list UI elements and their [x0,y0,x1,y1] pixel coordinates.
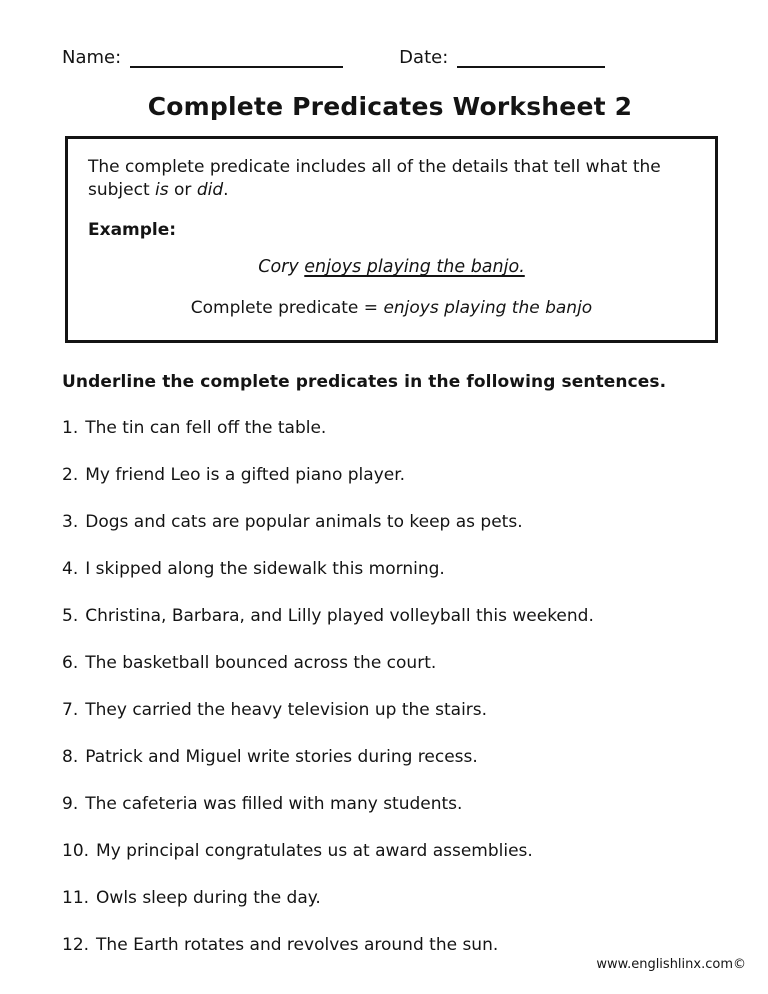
example-predicate-underlined: enjoys playing the banjo. [304,257,525,278]
example-answer-label: Complete predicate = [190,297,384,318]
sentence-item-7 [62,701,718,719]
sentence-number: 10. [62,840,90,861]
sentence-item-3 [62,513,718,531]
sentence-item-6 [62,654,718,672]
definition-box [65,136,718,343]
sentence-number: 5. [62,605,79,626]
sentence-item-8 [62,748,718,766]
sentence-text: The cafeteria was filled with many students. [85,793,463,814]
website-credit: www.englishlinx.com© [596,957,746,972]
header-row [62,46,718,68]
sentence-item-11 [62,889,718,907]
sentence-item-10 [62,842,718,860]
sentence-text: The tin can fell off the table. [85,417,327,438]
sentence-text: Patrick and Miguel write stories during recess. [85,746,478,767]
definition-italic-word: did [196,180,224,201]
definition-text [88,156,695,203]
date-label: Date: [399,47,449,68]
sentence-text: Christina, Barbara, and Lilly played volleyball this weekend. [85,605,594,626]
sentence-text: I skipped along the sidewalk this morning. [85,558,445,579]
example-answer-value: enjoys playing the banjo [383,297,593,318]
sentence-number: 9. [62,793,79,814]
sentence-number: 3. [62,511,79,532]
sentence-number: 12. [62,934,90,955]
worksheet-title: Complete Predicates Worksheet 2 [147,92,633,121]
sentence-text: They carried the heavy television up the stairs. [85,699,488,720]
definition-italic-word: is [155,180,169,201]
example-label: Example: [88,219,177,240]
sentence-number: 4. [62,558,79,579]
sentence-number: 7. [62,699,79,720]
sentence-number: 8. [62,746,79,767]
name-label: Name: [62,47,122,68]
instruction-text: Underline the complete predicates in the following sentences. [62,371,667,392]
sentence-item-9 [62,795,718,813]
definition-part: . [223,180,229,201]
sentence-number: 11. [62,887,90,908]
sentence-text: The basketball bounced across the court. [85,652,437,673]
sentence-item-2 [62,466,718,484]
sentence-number: 2. [62,464,79,485]
sentence-item-12 [62,936,718,954]
sentence-text: My principal congratulates us at award assemblies. [96,840,533,861]
sentence-number: 1. [62,417,79,438]
sentence-text: Owls sleep during the day. [96,887,321,908]
date-blank-line [457,46,605,68]
example-answer [88,297,695,320]
sentence-item-5 [62,607,718,625]
name-blank-line [130,46,343,68]
sentence-text: Dogs and cats are popular animals to keep as pets. [85,511,523,532]
sentence-number: 6. [62,652,79,673]
sentence-list [62,419,718,954]
example-subject: Cory [258,257,305,278]
sentence-text: My friend Leo is a gifted piano player. [85,464,406,485]
definition-part: The complete predicate includes all of the details that tell what the subject [88,157,661,201]
sentence-item-1 [62,419,718,437]
example-sentence [88,255,695,279]
sentence-item-4 [62,560,718,578]
definition-part: or [168,180,197,201]
sentence-text: The Earth rotates and revolves around the sun. [96,934,499,955]
